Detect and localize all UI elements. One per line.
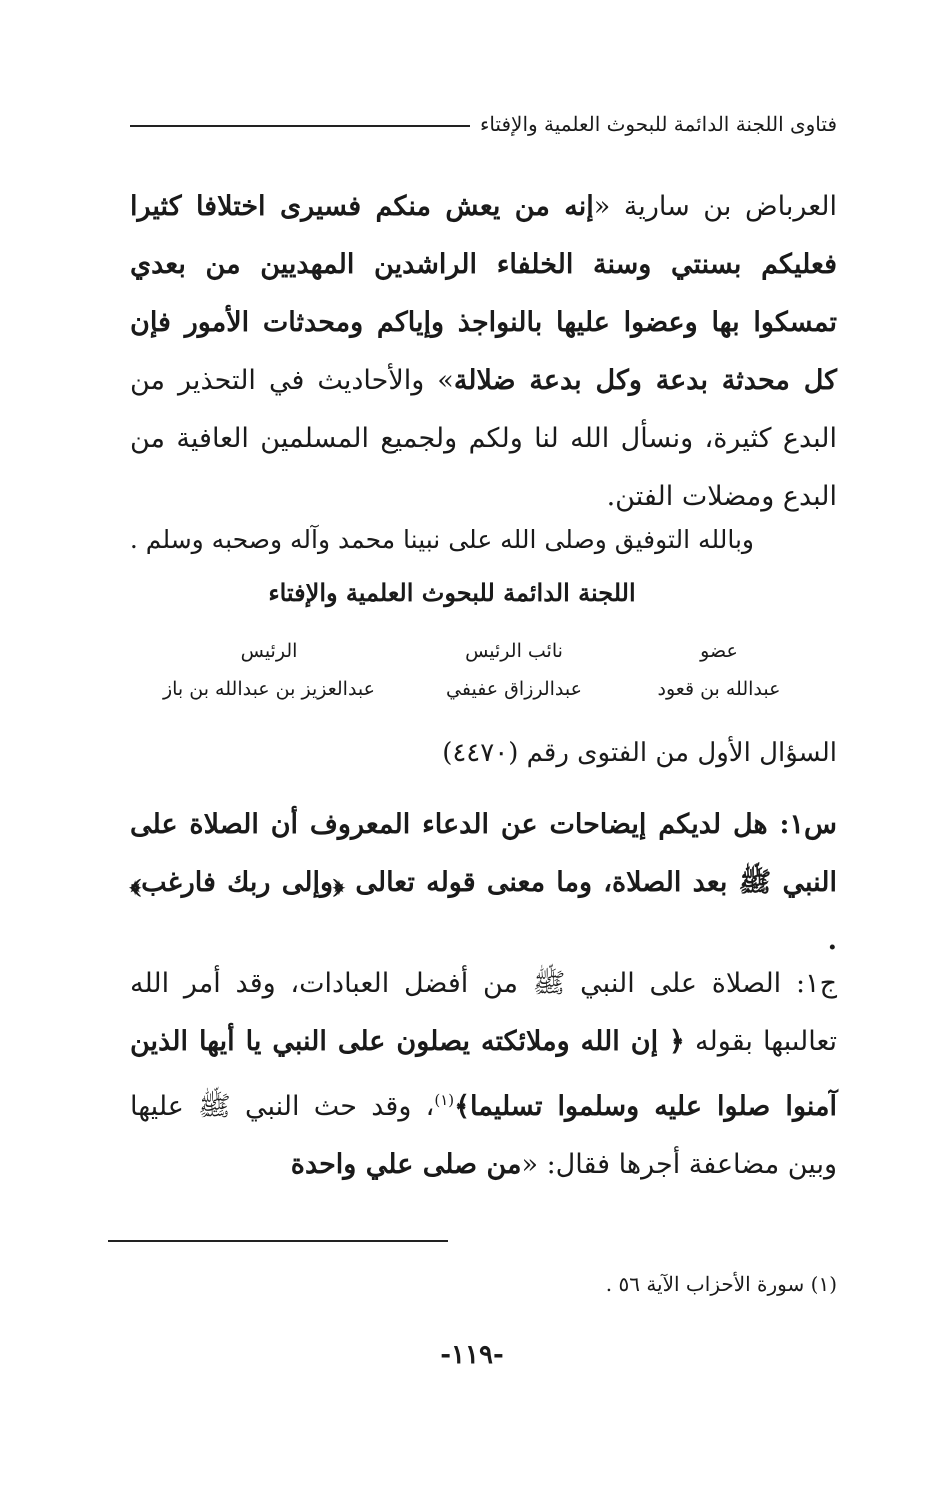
signatory-name: عبدالعزيز بن عبدالله بن باز (162, 678, 376, 700)
paragraph-rest: » والأحاديث في التحذير من البدع كثيرة، ونسأل الله لنا ولكم ولجميع المسلمين العافية من البدع ومضلات الفتن. (130, 365, 837, 512)
header-title: فتاوى اللجنة الدائمة للبحوث العلمية والإفتاء (479, 112, 837, 136)
footnote-rule (108, 1240, 448, 1242)
header-rule (130, 125, 470, 127)
committee-name: اللجنة الدائمة للبحوث العلمية والإفتاء (268, 578, 636, 607)
question-paragraph: س١: هل لديكم إيضاحات عن الدعاء المعروف أن الصلاة على النبي ﷺ بعد الصلاة، وما معنى قوله تعالى ﴿وإلى ربك فارغب﴾ . (130, 809, 837, 956)
fatwa-number: السؤال الأول من الفتوى رقم (٤٤٧٠) (442, 738, 837, 768)
signatory-name: عبدالله بن قعود (657, 678, 781, 700)
hadith-paragraph (130, 178, 837, 526)
hadith-start: من صلى علي واحدة (290, 1149, 522, 1180)
signatory-vice-president (414, 640, 614, 700)
page-number: -١١٩- (440, 1340, 504, 1370)
signatory-name: عبدالرزاق عفيفي (446, 678, 582, 700)
answer-paragraph (130, 955, 837, 1194)
answer-part2: ، وقد حث النبي ﷺ عليها وبين مضاعفة أجرها فقال: « (130, 1091, 837, 1180)
running-header (130, 104, 837, 144)
closing-formula: وبالله التوفيق وصلى الله على نبينا محمد وآله وصحبه وسلم . (129, 525, 754, 554)
answer-part1: ج١: الصلاة على النبي ﷺ من أفضل العبادات، وقد أمر الله تعالىبها بقوله (130, 968, 837, 1057)
footnote: (١) سورة الأحزاب الآية ٥٦ . (605, 1272, 837, 1296)
paragraph-lead: العرباض بن سارية « (593, 191, 837, 222)
signatory-role: نائب الرئيس (465, 640, 563, 662)
signatory-member (644, 640, 794, 700)
signatory-role: الرئيس (240, 640, 298, 662)
signatory-role: عضو (700, 640, 738, 662)
signatory-president (154, 640, 384, 700)
footnote-marker: (١) (434, 1091, 455, 1109)
quran-verse: ﴿ إن الله وملائكته يصلون على النبي يا أيها الذين آمنوا صلوا عليه وسلموا تسليما﴾ (130, 1026, 837, 1122)
hadith-text: إنه من يعش منكم فسيرى اختلافا كثيرا فعليكم بسنتي وسنة الخلفاء الراشدين المهديين من بعدي تمسكوا بها وعضوا عليها بالنواجذ وإياكم ومحدثات الأمور فإن كل محدثة بدعة وكل بدعة ضلالة (130, 191, 837, 396)
